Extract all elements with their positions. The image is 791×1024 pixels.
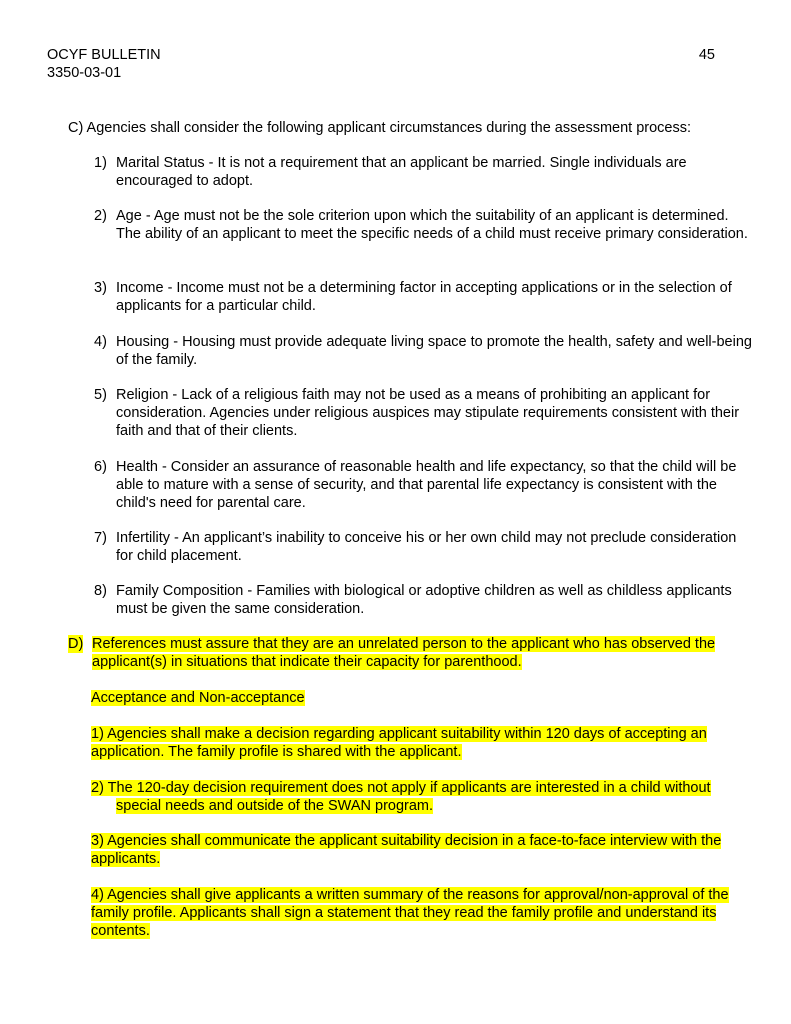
item-number: 1) (94, 155, 107, 171)
item-text: Infertility - An applicant’s inability to conceive his or her own child may not preclude consideration for child placement. (116, 530, 737, 564)
item-text: Religion - Lack of a religious faith may not be used as a means of prohibiting an applicant for consideration. Agencies under religious auspices may stipulate requirements consistent with their faith and that of their clients. (116, 387, 740, 439)
item-number: 8) (94, 583, 107, 599)
section-c-intro: C) Agencies shall consider the following applicant circumstances during the assessment process: (68, 120, 692, 136)
item-text: Age - Age must not be the sole criterion upon which the suitability of an applicant is determined. The ability of an applicant to meet the specific needs of a child must receive primary consideration. (116, 208, 748, 242)
list-item (91, 779, 751, 815)
list-item (94, 207, 754, 243)
list-item (94, 529, 754, 565)
list-item (91, 886, 751, 940)
section-d-text: References must assure that they are an unrelated person to the applicant who has observed the applicant(s) in situations that indicate their capacity for parenthood. (92, 636, 716, 670)
section-d-letter: D) (68, 636, 84, 652)
list-item (94, 386, 754, 440)
list-item (91, 832, 751, 868)
item-text: Health - Consider an assurance of reasonable health and life expectancy, so that the child will be able to mature with a sense of security, and that parental life expectancy is consistent with the child's need for parental care. (116, 459, 737, 511)
item-number: 5) (94, 387, 107, 403)
bulletin-header (47, 46, 161, 82)
bulletin-title: OCYF BULLETIN (47, 47, 161, 63)
item-text: Housing - Housing must provide adequate living space to promote the health, safety and well-being of the family. (116, 334, 752, 368)
list-item (94, 154, 754, 190)
item-text: 2) The 120-day decision requirement does not apply if applicants are interested in a child without special needs and outside of the SWAN program. (91, 780, 711, 814)
subheading (91, 689, 305, 707)
list-item (91, 725, 751, 761)
item-number: 6) (94, 459, 107, 475)
list-item (94, 333, 754, 369)
item-text: 3) Agencies shall communicate the applicant suitability decision in a face-to-face interview with the applicants. (91, 833, 722, 867)
item-number: 2) (94, 208, 107, 224)
list-item (94, 279, 754, 315)
list-item (94, 582, 754, 618)
item-text: 1) Agencies shall make a decision regarding applicant suitability within 120 days of accepting an application. The family profile is shared with the applicant. (91, 726, 707, 760)
item-text: Marital Status - It is not a requirement that an applicant be married. Single individuals are encouraged to adopt. (116, 155, 687, 189)
acceptance-heading: Acceptance and Non-acceptance (91, 690, 305, 706)
page-number: 45 (698, 47, 715, 63)
item-number: 7) (94, 530, 107, 546)
item-text: 4) Agencies shall give applicants a written summary of the reasons for approval/non-approval of the family profile. Applicants shall sign a statement that they read the family profile and understand its contents. (91, 887, 729, 939)
list-item (94, 458, 754, 512)
item-text: Income - Income must not be a determining factor in accepting applications or in the selection of applicants for a particular child. (116, 280, 732, 314)
item-number: 4) (94, 334, 107, 350)
item-number: 3) (94, 280, 107, 296)
item-text: Family Composition - Families with biological or adoptive children as well as childless applicants must be given the same consideration. (116, 583, 732, 617)
bulletin-number: 3350-03-01 (47, 65, 122, 81)
section-d (68, 635, 758, 671)
